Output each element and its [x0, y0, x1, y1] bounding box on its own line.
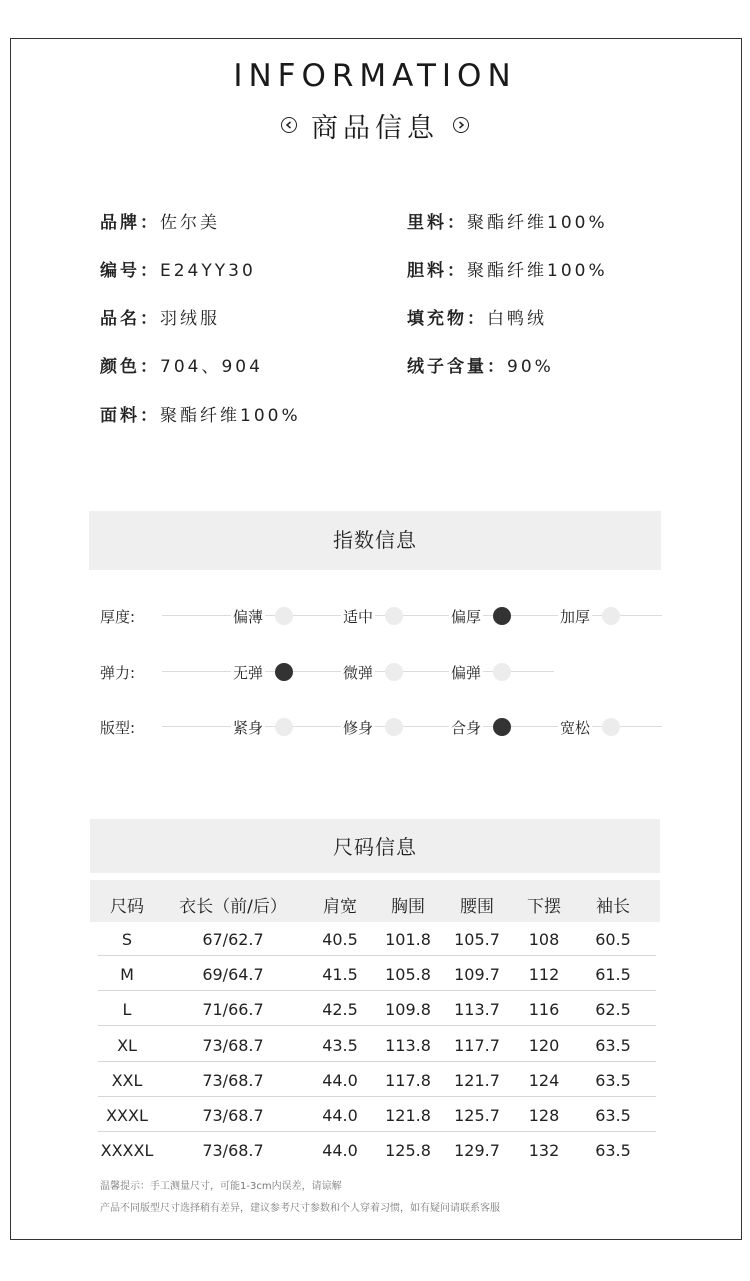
title-chinese: 商品信息: [311, 112, 439, 144]
size-value-cell: 40.5: [322, 930, 358, 949]
size-value-cell: 63.5: [595, 1106, 631, 1125]
size-row-divider: [98, 990, 656, 991]
size-value-cell: 73/68.7: [202, 1106, 264, 1125]
size-value-cell: 63.5: [595, 1141, 631, 1160]
selected-dot: [275, 663, 293, 681]
size-value-cell: 101.8: [385, 930, 431, 949]
info-code: 编号：E24YY30: [100, 261, 256, 281]
size-value-cell: 44.0: [322, 1071, 358, 1090]
size-value-cell: 69/64.7: [202, 965, 264, 984]
arrow-right-icon: [453, 117, 469, 133]
selected-dot: [493, 718, 511, 736]
size-label-cell: M: [120, 965, 134, 984]
info-color: 颜色：704、904: [100, 357, 263, 377]
size-value-cell: 105.8: [385, 965, 431, 984]
size-value-cell: 132: [528, 1141, 560, 1160]
info-fabric: 面料：聚酯纤维100%: [100, 406, 301, 426]
unselected-dot: [602, 607, 620, 625]
size-value-cell: 44.0: [322, 1141, 358, 1160]
size-label-cell: XL: [117, 1036, 137, 1055]
size-header-cell: 袖长: [596, 897, 630, 917]
unselected-dot: [602, 718, 620, 736]
index-option-label: 加厚: [560, 608, 591, 626]
size-value-cell: 121.7: [454, 1071, 500, 1090]
size-value-cell: 129.7: [454, 1141, 500, 1160]
size-value-cell: 113.8: [385, 1036, 431, 1055]
size-value-cell: 108: [528, 930, 560, 949]
size-row-divider: [98, 1131, 656, 1132]
size-label-cell: XXXL: [106, 1106, 148, 1125]
size-label-cell: XXXXL: [100, 1141, 154, 1160]
size-value-cell: 63.5: [595, 1036, 631, 1055]
size-header-cell: 腰围: [460, 897, 494, 917]
size-value-cell: 41.5: [322, 965, 358, 984]
size-value-cell: 121.8: [385, 1106, 431, 1125]
size-value-cell: 116: [528, 1000, 560, 1019]
index-option-label: 紧身: [233, 719, 264, 737]
size-value-cell: 42.5: [322, 1000, 358, 1019]
size-value-cell: 113.7: [454, 1000, 500, 1019]
size-value-cell: 73/68.7: [202, 1071, 264, 1090]
size-value-cell: 60.5: [595, 930, 631, 949]
info-name: 品名：羽绒服: [100, 309, 220, 329]
size-value-cell: 109.7: [454, 965, 500, 984]
arrow-left-icon: [281, 117, 297, 133]
title-chinese-row: [0, 106, 750, 144]
size-header-cell: 肩宽: [323, 897, 357, 917]
size-value-cell: 124: [528, 1071, 560, 1090]
size-value-cell: 73/68.7: [202, 1141, 264, 1160]
index-row-label: 版型:: [100, 719, 136, 737]
size-row-divider: [98, 1061, 656, 1062]
size-value-cell: 62.5: [595, 1000, 631, 1019]
size-value-cell: 125.8: [385, 1141, 431, 1160]
size-value-cell: 117.7: [454, 1036, 500, 1055]
index-option-label: 适中: [343, 608, 374, 626]
index-option-label: 偏薄: [233, 608, 264, 626]
size-value-cell: 117.8: [385, 1071, 431, 1090]
note-fit: 产品不同版型尺寸选择稍有差异，建议参考尺寸参数和个人穿着习惯，如有疑问请联系客服: [100, 1203, 500, 1214]
size-value-cell: 128: [528, 1106, 560, 1125]
unselected-dot: [385, 718, 403, 736]
unselected-dot: [275, 607, 293, 625]
note-measurement: 温馨提示：手工测量尺寸，可能1-3cm内误差，请谅解: [100, 1181, 342, 1192]
size-header-cell: 胸围: [391, 897, 425, 917]
size-value-cell: 43.5: [322, 1036, 358, 1055]
size-value-cell: 67/62.7: [202, 930, 264, 949]
unselected-dot: [385, 663, 403, 681]
index-row-label: 厚度:: [100, 608, 136, 626]
size-row-divider: [98, 1025, 656, 1026]
size-header-cell: 下摆: [527, 897, 561, 917]
size-value-cell: 63.5: [595, 1071, 631, 1090]
index-option-label: 合身: [451, 719, 482, 737]
size-header-cell: 尺码: [110, 897, 144, 917]
info-lining: 里料：聚酯纤维100%: [407, 213, 608, 233]
size-value-cell: 71/66.7: [202, 1000, 264, 1019]
unselected-dot: [385, 607, 403, 625]
index-option-label: 微弹: [343, 664, 374, 682]
size-value-cell: 120: [528, 1036, 560, 1055]
index-row-label: 弹力:: [100, 664, 136, 682]
size-value-cell: 61.5: [595, 965, 631, 984]
index-option-label: 宽松: [560, 719, 591, 737]
info-brand: 品牌：佐尔美: [100, 213, 220, 233]
size-label-cell: XXL: [111, 1071, 143, 1090]
size-label-cell: L: [122, 1000, 132, 1019]
size-value-cell: 112: [528, 965, 560, 984]
index-option-label: 无弹: [233, 664, 264, 682]
size-header-cell: 衣长（前/后）: [179, 897, 287, 917]
unselected-dot: [493, 663, 511, 681]
size-label-cell: S: [121, 930, 133, 949]
index-option-label: 修身: [343, 719, 374, 737]
info-down-content: 绒子含量：90%: [407, 357, 554, 377]
index-section-title: 指数信息: [89, 511, 661, 570]
size-row-divider: [98, 1096, 656, 1097]
size-value-cell: 105.7: [454, 930, 500, 949]
info-liner: 胆料：聚酯纤维100%: [407, 261, 608, 281]
index-option-label: 偏弹: [451, 664, 482, 682]
title-english: INFORMATION: [233, 58, 517, 94]
size-row-divider: [98, 955, 656, 956]
size-value-cell: 44.0: [322, 1106, 358, 1125]
size-value-cell: 109.8: [385, 1000, 431, 1019]
size-value-cell: 125.7: [454, 1106, 500, 1125]
size-value-cell: 73/68.7: [202, 1036, 264, 1055]
info-filling: 填充物：白鸭绒: [407, 309, 547, 329]
unselected-dot: [275, 718, 293, 736]
size-section-title: 尺码信息: [90, 819, 660, 873]
selected-dot: [493, 607, 511, 625]
index-option-label: 偏厚: [451, 608, 482, 626]
